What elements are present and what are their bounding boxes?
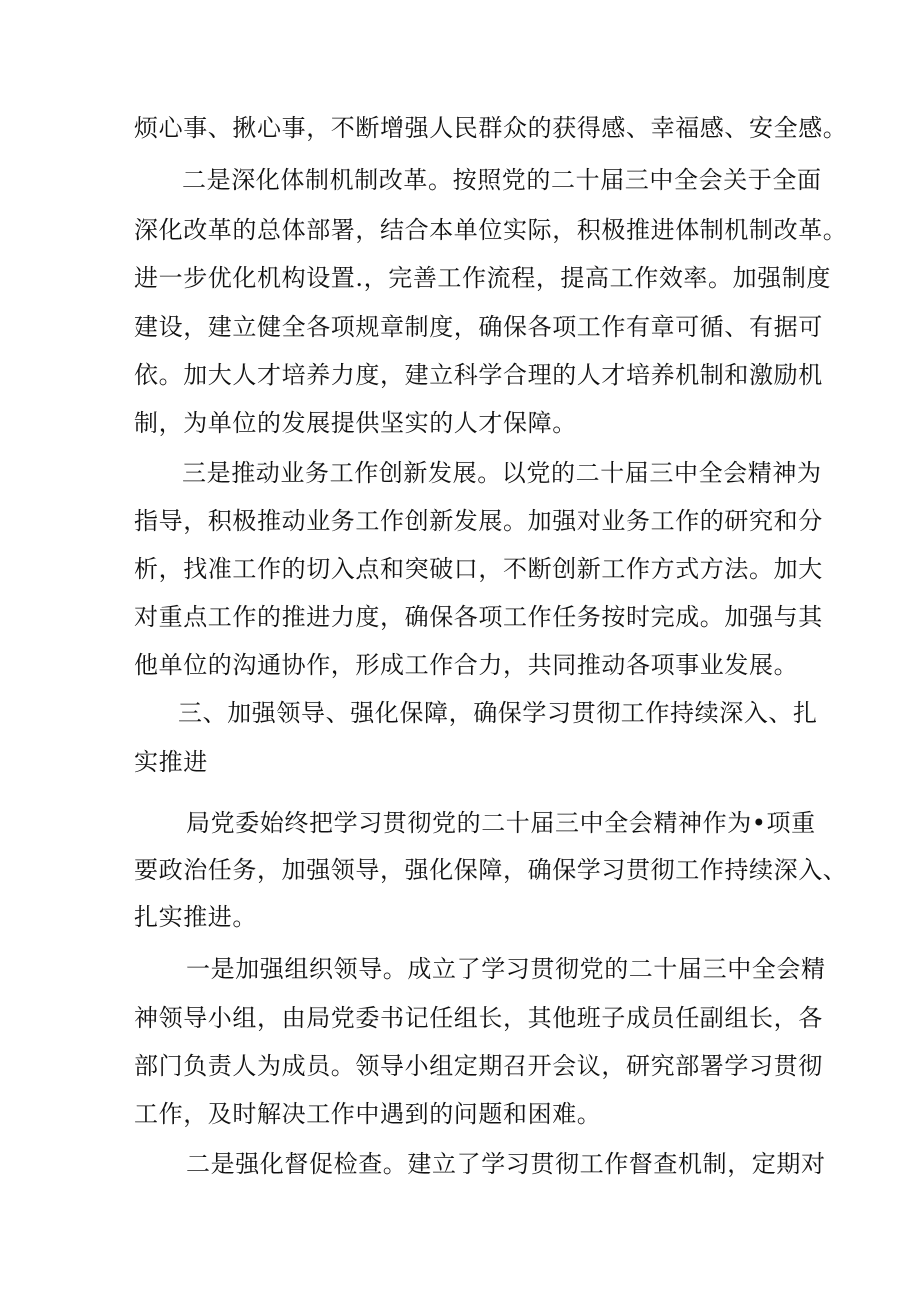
text-line: 扎实推进。	[134, 903, 257, 931]
paragraph-start-line: 一是加强组织领导。成立了学习贯彻党的二十届三中全会精	[186, 955, 826, 983]
text-line: 制，为单位的发展提供坚实的人才保障。	[134, 409, 577, 437]
text-line: 建设，建立健全各项规章制度，确保各项工作有章可循、有据可	[134, 313, 823, 341]
text-line: 他单位的沟通协作，形成工作合力，共同推动各项事业发展。	[134, 651, 799, 679]
text-line: 进一步优化机构设置.，完善工作流程，提高工作效率。加强制度	[134, 264, 832, 292]
text-line: 烦心事、揪心事，不断增强人民群众的获得感、幸福感、安全感。	[134, 114, 848, 142]
text-line: 析，找准工作的切入点和突破口，不断创新工作方式方法。加大	[134, 555, 823, 583]
paragraph-start-line: 二是深化体制机制改革。按照党的二十届三中全会关于全面	[182, 166, 822, 194]
text-line: 工作，及时解决工作中遇到的问题和困难。	[134, 1100, 602, 1128]
text-line: 对重点工作的推进力度，确保各项工作任务按时完成。加强与其	[134, 603, 823, 631]
text-line: 深化改革的总体部署，结合本单位实际，积极推进体制机制改革。	[134, 216, 848, 244]
text-line: 要政治任务，加强领导，强化保障，确保学习贯彻工作持续深入、	[134, 856, 848, 884]
text-line: 指导，积极推动业务工作创新发展。加强对业务工作的研究和分	[134, 507, 823, 535]
section-heading-line: 实推进	[134, 748, 208, 776]
section-heading-line: 三、加强领导、强化保障，确保学习贯彻工作持续深入、扎	[178, 699, 818, 727]
text-line: 依。加大人才培养力度，建立科学合理的人才培养机制和激励机	[134, 361, 823, 389]
text-line: 部门负责人为成员。领导小组定期召开会议，研究部署学习贯彻	[134, 1052, 823, 1080]
text-line: 神领导小组，由局党委书记任组长，其他班子成员任副组长，各	[134, 1004, 823, 1032]
paragraph-start-line: 局党委始终把学习贯彻党的二十届三中全会精神作为•项重	[186, 809, 816, 837]
paragraph-start-line: 三是推动业务工作创新发展。以党的二十届三中全会精神为	[182, 459, 822, 487]
paragraph-start-line: 二是强化督促检查。建立了学习贯彻工作督查机制，定期对	[186, 1150, 826, 1178]
